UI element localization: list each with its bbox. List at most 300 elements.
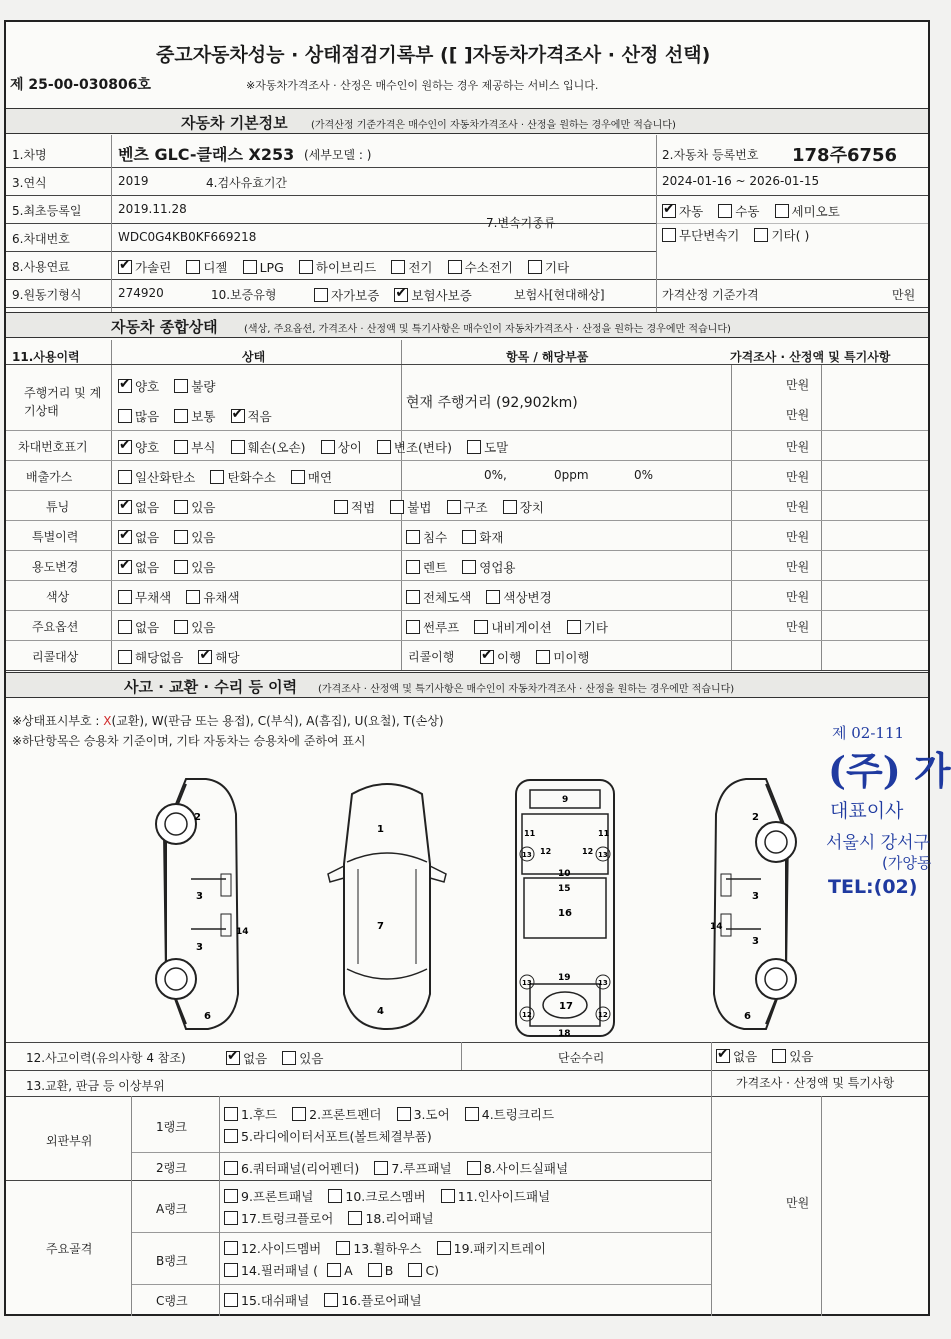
recall-done[interactable]: ✔ 이행 bbox=[480, 648, 521, 666]
simple-repair-yes[interactable]: 있음 bbox=[772, 1047, 813, 1065]
usage-rent[interactable]: 렌트 bbox=[406, 558, 447, 576]
rankC-items bbox=[224, 1290, 432, 1309]
car-frame-diagram bbox=[510, 774, 620, 1042]
recall-done-checkbox[interactable] bbox=[480, 650, 494, 664]
simple-repair-label: 단순수리 bbox=[558, 1051, 605, 1065]
usage-items bbox=[406, 557, 525, 576]
price-col: 가격조사 · 산정액 및 특기사항 bbox=[730, 350, 891, 364]
emission-hc[interactable]: 탄화수소 bbox=[210, 468, 275, 486]
usage-none-checkbox[interactable] bbox=[118, 560, 132, 574]
achromatic-checkbox[interactable] bbox=[118, 590, 132, 604]
usage-business[interactable]: 영업용 bbox=[462, 558, 515, 576]
state-col: 상태 bbox=[242, 350, 266, 364]
car-name-value: 벤츠 GLC-클래스 X253 bbox=[118, 145, 295, 164]
simple-repair-yes-checkbox[interactable] bbox=[772, 1049, 786, 1063]
svg-text:13: 13 bbox=[522, 979, 532, 987]
recall-not-applicable[interactable]: 해당없음 bbox=[118, 648, 183, 666]
flood-checkbox[interactable] bbox=[406, 530, 420, 544]
tuning-yes[interactable]: 있음 bbox=[174, 498, 215, 516]
other-trans-checkbox[interactable] bbox=[754, 228, 768, 242]
usage-yes[interactable]: 있음 bbox=[174, 558, 215, 576]
part-roof-panel[interactable]: 7.루프패널 bbox=[374, 1159, 451, 1177]
door-checkbox[interactable] bbox=[397, 1107, 411, 1121]
document-number: 제 25-00-030806호 bbox=[10, 77, 151, 93]
pillar-panel-checkbox[interactable] bbox=[224, 1263, 238, 1277]
fuel-lpg[interactable]: LPG bbox=[243, 260, 284, 275]
lpg-checkbox[interactable] bbox=[243, 260, 257, 274]
cross-member-checkbox[interactable] bbox=[328, 1189, 342, 1203]
usage-history-col: 11.사용이력 bbox=[12, 350, 80, 364]
electric-checkbox[interactable] bbox=[391, 260, 405, 274]
svg-text:6: 6 bbox=[204, 1011, 211, 1022]
mileage-options-2 bbox=[118, 406, 282, 425]
radiator-support-checkbox[interactable] bbox=[224, 1129, 238, 1143]
auto-checkbox[interactable] bbox=[662, 204, 676, 218]
tuning-label: 튜닝 bbox=[46, 500, 70, 514]
vin-mark-smeared[interactable]: 도말 bbox=[467, 438, 508, 456]
accident-header bbox=[6, 672, 928, 698]
fuel-other[interactable]: 기타 bbox=[528, 258, 569, 276]
mileage-label: 주행거리 및 계기상태 bbox=[24, 386, 102, 418]
part-rear-panel[interactable]: 18.리어패널 bbox=[348, 1209, 433, 1227]
tuning-none[interactable]: ✔ 없음 bbox=[118, 498, 159, 516]
trunk-floor-checkbox[interactable] bbox=[224, 1211, 238, 1225]
reg-no-value: 178주6756 bbox=[792, 145, 898, 166]
full-paint-checkbox[interactable] bbox=[406, 590, 420, 604]
rankA-items bbox=[224, 1186, 560, 1205]
color-items bbox=[406, 587, 562, 606]
mileage-many-checkbox[interactable] bbox=[118, 409, 132, 423]
cvt-checkbox[interactable] bbox=[662, 228, 676, 242]
fuel-hydrogen[interactable]: 수소전기 bbox=[448, 258, 513, 276]
business-checkbox[interactable] bbox=[462, 560, 476, 574]
tuning-legal-checkbox[interactable] bbox=[334, 500, 348, 514]
insurer-name: 보험사[현대해상] bbox=[514, 288, 605, 302]
tuning-none-checkbox[interactable] bbox=[118, 500, 132, 514]
options-none[interactable]: 없음 bbox=[118, 618, 159, 636]
fire-checkbox[interactable] bbox=[462, 530, 476, 544]
svg-text:3: 3 bbox=[752, 891, 759, 902]
tuning-structure-checkbox[interactable] bbox=[447, 500, 461, 514]
svg-text:13: 13 bbox=[522, 851, 532, 859]
floor-panel-checkbox[interactable] bbox=[324, 1293, 338, 1307]
special-yes-checkbox[interactable] bbox=[174, 530, 188, 544]
package-tray-checkbox[interactable] bbox=[437, 1241, 451, 1255]
vin-altered-checkbox[interactable] bbox=[377, 440, 391, 454]
transmission-cvt[interactable]: 무단변속기 bbox=[662, 226, 739, 244]
recall-status-label: 리콜이행 bbox=[408, 650, 455, 664]
car-top-diagram bbox=[322, 774, 452, 1034]
vin-mark-damage[interactable]: 훼손(오손) bbox=[231, 438, 306, 456]
stamp-tel: TEL:(02) bbox=[828, 876, 918, 898]
color-price-unit: 만원 bbox=[786, 590, 810, 604]
recall-label: 리콜대상 bbox=[32, 650, 79, 664]
exchange-label: 13.교환, 판금 등 이상부위 bbox=[26, 1079, 165, 1093]
outer-panel-label: 외판부위 bbox=[46, 1134, 93, 1148]
front-panel-checkbox[interactable] bbox=[224, 1189, 238, 1203]
exchange-price-unit: 만원 bbox=[786, 1196, 810, 1210]
rankB-items-2 bbox=[224, 1260, 449, 1279]
special-yes[interactable]: 있음 bbox=[174, 528, 215, 546]
emission-smoke-value: 0% bbox=[634, 468, 654, 482]
mileage-price-unit-2: 만원 bbox=[786, 408, 810, 422]
hood-checkbox[interactable] bbox=[224, 1107, 238, 1121]
transmission-semi[interactable]: 세미오토 bbox=[775, 202, 840, 220]
pillar-a[interactable]: A bbox=[327, 1263, 353, 1278]
legend-note: ※하단항목은 승용차 기준이며, 기타 자동차는 승용차에 준하여 표시 bbox=[12, 734, 366, 748]
svg-text:15: 15 bbox=[558, 884, 571, 894]
part-door[interactable]: 3.도어 bbox=[397, 1105, 450, 1123]
chromatic-checkbox[interactable] bbox=[186, 590, 200, 604]
accident-history-label: 12.사고이력(유의사항 4 참조) bbox=[26, 1051, 186, 1065]
svg-text:3: 3 bbox=[196, 942, 203, 953]
svg-text:12: 12 bbox=[522, 1011, 532, 1019]
tuning-device[interactable]: 장치 bbox=[503, 498, 544, 516]
first-reg-value: 2019.11.28 bbox=[118, 202, 187, 216]
svg-text:7: 7 bbox=[377, 921, 384, 932]
inside-panel-checkbox[interactable] bbox=[441, 1189, 455, 1203]
vin-mark-options bbox=[118, 437, 518, 456]
base-price-label: 가격산정 기준가격 bbox=[662, 288, 759, 302]
options-yes-checkbox[interactable] bbox=[174, 620, 188, 634]
gasoline-checkbox[interactable] bbox=[118, 260, 132, 274]
special-fire[interactable]: 화재 bbox=[462, 528, 503, 546]
options-items bbox=[406, 617, 618, 636]
fuel-label: 8.사용연료 bbox=[12, 260, 70, 274]
usage-options bbox=[118, 557, 225, 576]
option-navigation[interactable]: 내비게이션 bbox=[474, 618, 551, 636]
vin-damage-checkbox[interactable] bbox=[231, 440, 245, 454]
tuning-device-checkbox[interactable] bbox=[503, 500, 517, 514]
pillar-a-checkbox[interactable] bbox=[327, 1263, 341, 1277]
mileage-normal[interactable]: 보통 bbox=[174, 407, 215, 425]
self-warranty-checkbox[interactable] bbox=[314, 288, 328, 302]
color-change[interactable]: 색상변경 bbox=[486, 588, 551, 606]
svg-text:6: 6 bbox=[744, 1011, 751, 1022]
rank2-items bbox=[224, 1158, 578, 1177]
options-none-checkbox[interactable] bbox=[118, 620, 132, 634]
mileage-bad[interactable]: 불량 bbox=[174, 377, 215, 395]
part-wheel-house[interactable]: 13.휠하우스 bbox=[336, 1239, 421, 1257]
svg-text:13: 13 bbox=[598, 979, 608, 987]
vin-smeared-checkbox[interactable] bbox=[467, 440, 481, 454]
mileage-good[interactable]: ✔양호 bbox=[118, 377, 159, 395]
svg-text:18: 18 bbox=[558, 1029, 571, 1039]
mileage-bad-checkbox[interactable] bbox=[174, 379, 188, 393]
mileage-good-checkbox[interactable] bbox=[118, 379, 132, 393]
rent-checkbox[interactable] bbox=[406, 560, 420, 574]
svg-text:19: 19 bbox=[558, 973, 571, 983]
part-front-panel[interactable]: 9.프론트패널 bbox=[224, 1187, 313, 1205]
part-trunk-floor[interactable]: 17.트렁크플로어 bbox=[224, 1209, 333, 1227]
usage-change-label: 용도변경 bbox=[32, 560, 79, 574]
stamp-representative: 대표이사 bbox=[830, 800, 904, 822]
accident-history-options bbox=[226, 1048, 333, 1067]
side-sill-checkbox[interactable] bbox=[467, 1161, 481, 1175]
main-options bbox=[118, 617, 225, 636]
part-floor-panel[interactable]: 16.플로어패널 bbox=[324, 1291, 421, 1309]
warranty-label: 10.보증유형 bbox=[211, 288, 277, 302]
inspect-period-value: 2024-01-16 ~ 2026-01-15 bbox=[662, 174, 820, 188]
vin-different-checkbox[interactable] bbox=[321, 440, 335, 454]
color-full-paint[interactable]: 전체도색 bbox=[406, 588, 471, 606]
other-fuel-checkbox[interactable] bbox=[528, 260, 542, 274]
usage-yes-checkbox[interactable] bbox=[174, 560, 188, 574]
emission-co[interactable]: 일산화탄소 bbox=[118, 468, 195, 486]
rank1-items-2 bbox=[224, 1126, 442, 1145]
rear-panel-checkbox[interactable] bbox=[348, 1211, 362, 1225]
emission-co-value: 0%, bbox=[484, 468, 507, 482]
emission-hc-value: 0ppm bbox=[554, 468, 589, 482]
emission-options bbox=[118, 467, 342, 486]
vin-mark-altered[interactable]: 변조(변타) bbox=[377, 438, 452, 456]
usage-none[interactable]: ✔ 없음 bbox=[118, 558, 159, 576]
recall-applicable[interactable]: ✔ 해당 bbox=[198, 648, 239, 666]
smoke-checkbox[interactable] bbox=[291, 470, 305, 484]
tuning-structure[interactable]: 구조 bbox=[447, 498, 488, 516]
recall-options bbox=[118, 647, 250, 666]
color-options bbox=[118, 587, 250, 606]
color-change-checkbox[interactable] bbox=[486, 590, 500, 604]
status-legend: ※상태표시부호 : X(교환), W(판금 또는 용접), C(부식), A(흠집), U(요철), T(손상) bbox=[12, 714, 444, 728]
overall-state-header bbox=[6, 312, 928, 338]
overall-state-title: 자동차 종합상태 bbox=[111, 318, 218, 336]
car-right-side-diagram bbox=[696, 774, 806, 1034]
option-other[interactable]: 기타 bbox=[567, 618, 608, 636]
svg-text:3: 3 bbox=[196, 891, 203, 902]
part-quarter-panel[interactable]: 6.쿼터패널(리어펜더) bbox=[224, 1159, 359, 1177]
options-yes[interactable]: 있음 bbox=[174, 618, 215, 636]
stamp-address-2: (가양동 bbox=[882, 854, 932, 872]
accident-title: 사고 · 교환 · 수리 등 이력 bbox=[124, 678, 298, 696]
svg-text:16: 16 bbox=[558, 908, 572, 919]
recall-na-checkbox[interactable] bbox=[118, 650, 132, 664]
base-price-unit: 만원 bbox=[892, 288, 916, 302]
inspect-period-label: 4.검사유효기간 bbox=[206, 176, 288, 190]
mileage-normal-checkbox[interactable] bbox=[174, 409, 188, 423]
color-chromatic[interactable]: 유채색 bbox=[186, 588, 239, 606]
option-sunroof[interactable]: 썬루프 bbox=[406, 618, 459, 636]
accident-yes[interactable]: 있음 bbox=[282, 1049, 323, 1067]
part-radiator-support[interactable]: 5.라디에이터서포트(볼트체결부품) bbox=[224, 1127, 432, 1145]
navigation-checkbox[interactable] bbox=[474, 620, 488, 634]
simple-repair-options bbox=[716, 1046, 823, 1065]
part-trunk-lid[interactable]: 4.트렁크리드 bbox=[465, 1105, 554, 1123]
transmission-label: 7.변속기종류 bbox=[486, 216, 556, 230]
vin-mark-good[interactable]: ✔ 양호 bbox=[118, 438, 159, 456]
document-title: 중고자동차성능 · 상태점검기록부 ([ ]자동차가격조사 · 산정 선택) bbox=[156, 44, 711, 66]
stamp-company: (주) 가 bbox=[828, 748, 951, 793]
reg-no-label: 2.자동차 등록번호 bbox=[662, 148, 759, 162]
accident-note: (가격조사 · 산정액 및 특기사항은 매수인이 자동차가격조사 · 산정을 원하는 경우에만 적습니다) bbox=[318, 684, 735, 695]
exchange-price-label: 가격조사 · 산정액 및 특기사항 bbox=[736, 1076, 895, 1090]
overall-state-note: (색상, 주요옵션, 가격조사 · 산정액 및 특기사항은 매수인이 자동차가격조사 · 산정을 원하는 경우에만 적습니다) bbox=[244, 324, 731, 335]
basic-info-note: (가격산정 기준가격은 매수인이 자동차가격조사 · 산정을 원하는 경우에만 적습니다) bbox=[311, 120, 676, 131]
transmission-other[interactable]: 기타( ) bbox=[754, 226, 809, 244]
emission-label: 배출가스 bbox=[26, 470, 73, 484]
vin-value: WDC0G4KB0KF669218 bbox=[118, 230, 257, 244]
svg-text:13: 13 bbox=[598, 851, 608, 859]
part-package-tray[interactable]: 19.패키지트레이 bbox=[437, 1239, 546, 1257]
rank2-label: 2랭크 bbox=[156, 1161, 187, 1175]
warranty-options bbox=[314, 285, 482, 304]
svg-text:14: 14 bbox=[236, 927, 249, 937]
vin-corrosion-checkbox[interactable] bbox=[174, 440, 188, 454]
sunroof-checkbox[interactable] bbox=[406, 620, 420, 634]
recall-applicable-checkbox[interactable] bbox=[198, 650, 212, 664]
emission-smoke[interactable]: 매연 bbox=[291, 468, 332, 486]
main-options-label: 주요옵션 bbox=[32, 620, 79, 634]
transmission-manual[interactable]: 수동 bbox=[718, 202, 759, 220]
mileage-options-1 bbox=[118, 376, 225, 395]
fuel-hybrid[interactable]: 하이브리드 bbox=[299, 258, 376, 276]
trunk-lid-checkbox[interactable] bbox=[465, 1107, 479, 1121]
rankB-label: B랭크 bbox=[156, 1254, 188, 1268]
quarter-panel-checkbox[interactable] bbox=[224, 1161, 238, 1175]
car-left-side-diagram bbox=[146, 774, 256, 1034]
tuning-price-unit: 만원 bbox=[786, 500, 810, 514]
pillar-b[interactable]: B bbox=[368, 1263, 394, 1278]
hybrid-checkbox[interactable] bbox=[299, 260, 313, 274]
transmission-options-row2 bbox=[662, 225, 819, 244]
special-none[interactable]: ✔ 없음 bbox=[118, 528, 159, 546]
hc-checkbox[interactable] bbox=[210, 470, 224, 484]
tuning-items bbox=[334, 497, 554, 516]
car-name-label: 1.차명 bbox=[12, 148, 47, 162]
fuel-electric[interactable]: 전기 bbox=[391, 258, 432, 276]
mileage-few-checkbox[interactable] bbox=[231, 409, 245, 423]
svg-text:12: 12 bbox=[540, 847, 552, 856]
engine-label: 9.원동기형식 bbox=[12, 288, 82, 302]
part-inside-panel[interactable]: 11.인사이드패널 bbox=[441, 1187, 550, 1205]
service-notice: ※자동차가격조사 · 산정은 매수인이 원하는 경우 제공하는 서비스 입니다. bbox=[246, 79, 599, 92]
car-sub-model: (세부모델 : ) bbox=[304, 148, 372, 162]
pillar-c[interactable]: C) bbox=[408, 1263, 439, 1278]
fuel-options bbox=[118, 257, 579, 276]
current-mileage: 현재 주행거리 (92,902km) bbox=[406, 395, 578, 411]
simple-repair-none[interactable]: ✔ 없음 bbox=[716, 1047, 757, 1065]
special-history-label: 특별이력 bbox=[32, 530, 79, 544]
diesel-checkbox[interactable] bbox=[186, 260, 200, 274]
color-label: 색상 bbox=[46, 590, 70, 604]
svg-text:11: 11 bbox=[524, 829, 536, 838]
rankC-label: C랭크 bbox=[156, 1294, 188, 1308]
vin-label: 6.차대번호 bbox=[12, 232, 70, 246]
manual-checkbox[interactable] bbox=[718, 204, 732, 218]
accident-yes-checkbox[interactable] bbox=[282, 1051, 296, 1065]
mileage-few[interactable]: ✔ 적음 bbox=[231, 407, 272, 425]
engine-value: 274920 bbox=[118, 286, 164, 300]
wheel-house-checkbox[interactable] bbox=[336, 1241, 350, 1255]
rankA-label: A랭크 bbox=[156, 1202, 188, 1216]
fuel-diesel[interactable]: 디젤 bbox=[186, 258, 227, 276]
simple-repair-none-checkbox[interactable] bbox=[716, 1049, 730, 1063]
inspection-record-page bbox=[4, 20, 951, 1316]
stamp-reg-number: 제 02-111 bbox=[832, 724, 905, 742]
tuning-illegal-checkbox[interactable] bbox=[390, 500, 404, 514]
warranty-insurer[interactable]: ✔ 보험사보증 bbox=[394, 286, 471, 304]
basic-info-header bbox=[6, 108, 928, 134]
options-price-unit: 만원 bbox=[786, 620, 810, 634]
mileage-many[interactable]: 많음 bbox=[118, 407, 159, 425]
recall-status-options bbox=[480, 647, 599, 666]
svg-text:2: 2 bbox=[752, 812, 759, 823]
co-checkbox[interactable] bbox=[118, 470, 132, 484]
svg-text:9: 9 bbox=[562, 795, 569, 805]
svg-text:10: 10 bbox=[558, 869, 571, 879]
rank1-label: 1랭크 bbox=[156, 1120, 187, 1134]
pillar-b-checkbox[interactable] bbox=[368, 1263, 382, 1277]
vin-mark-different[interactable]: 상이 bbox=[321, 438, 362, 456]
part-front-fender[interactable]: 2.프론트펜더 bbox=[292, 1105, 381, 1123]
part-side-member[interactable]: 12.사이드멤버 bbox=[224, 1239, 321, 1257]
recall-not-done-checkbox[interactable] bbox=[536, 650, 550, 664]
semi-checkbox[interactable] bbox=[775, 204, 789, 218]
year-label: 3.연식 bbox=[12, 176, 47, 190]
svg-text:17: 17 bbox=[559, 1001, 573, 1012]
dash-panel-checkbox[interactable] bbox=[224, 1293, 238, 1307]
vin-mark-price-unit: 만원 bbox=[786, 440, 810, 454]
fuel-gasoline[interactable]: ✔ 가솔린 bbox=[118, 258, 171, 276]
recall-not-done[interactable]: 미이행 bbox=[536, 648, 589, 666]
front-fender-checkbox[interactable] bbox=[292, 1107, 306, 1121]
rank1-items bbox=[224, 1104, 564, 1123]
svg-text:3: 3 bbox=[752, 936, 759, 947]
svg-text:4: 4 bbox=[377, 1006, 384, 1017]
other-option-checkbox[interactable] bbox=[567, 620, 581, 634]
insurer-warranty-checkbox[interactable] bbox=[394, 288, 408, 302]
vin-mark-corrosion[interactable]: 부식 bbox=[174, 438, 215, 456]
usage-price-unit: 만원 bbox=[786, 560, 810, 574]
svg-text:1: 1 bbox=[377, 824, 384, 835]
part-side-sill[interactable]: 8.사이드실패널 bbox=[467, 1159, 568, 1177]
roof-panel-checkbox[interactable] bbox=[374, 1161, 388, 1175]
tuning-yes-checkbox[interactable] bbox=[174, 500, 188, 514]
frame-label: 주요골격 bbox=[46, 1242, 93, 1256]
special-options bbox=[118, 527, 225, 546]
part-dash-panel[interactable]: 15.대쉬패널 bbox=[224, 1291, 309, 1309]
part-cross-member[interactable]: 10.크로스멤버 bbox=[328, 1187, 425, 1205]
svg-text:2: 2 bbox=[194, 812, 201, 823]
color-achromatic[interactable]: 무채색 bbox=[118, 588, 171, 606]
tuning-legal[interactable]: 적법 bbox=[334, 498, 375, 516]
transmission-auto[interactable]: ✔자동 bbox=[662, 202, 703, 220]
accident-none-checkbox[interactable] bbox=[226, 1051, 240, 1065]
special-flood[interactable]: 침수 bbox=[406, 528, 447, 546]
svg-text:14: 14 bbox=[710, 922, 723, 932]
part-hood[interactable]: 1.후드 bbox=[224, 1105, 277, 1123]
special-price-unit: 만원 bbox=[786, 530, 810, 544]
warranty-self[interactable]: 자가보증 bbox=[314, 286, 379, 304]
item-col: 항목 / 해당부품 bbox=[506, 350, 589, 364]
hydrogen-checkbox[interactable] bbox=[448, 260, 462, 274]
tuning-options bbox=[118, 497, 225, 516]
first-reg-label: 5.최초등록일 bbox=[12, 204, 82, 218]
rankB-items bbox=[224, 1238, 556, 1257]
tuning-illegal[interactable]: 불법 bbox=[390, 498, 431, 516]
transmission-options-row1 bbox=[662, 201, 850, 220]
special-none-checkbox[interactable] bbox=[118, 530, 132, 544]
pillar-c-checkbox[interactable] bbox=[408, 1263, 422, 1277]
svg-text:12: 12 bbox=[598, 1011, 608, 1019]
part-pillar-panel[interactable]: 14.필러패널 ( bbox=[224, 1261, 318, 1279]
year-value: 2019 bbox=[118, 174, 149, 188]
basic-info-title: 자동차 기본정보 bbox=[181, 114, 288, 132]
vin-good-checkbox[interactable] bbox=[118, 440, 132, 454]
accident-none[interactable]: ✔ 없음 bbox=[226, 1049, 267, 1067]
vin-mark-label: 차대번호표기 bbox=[18, 440, 88, 454]
side-member-checkbox[interactable] bbox=[224, 1241, 238, 1255]
